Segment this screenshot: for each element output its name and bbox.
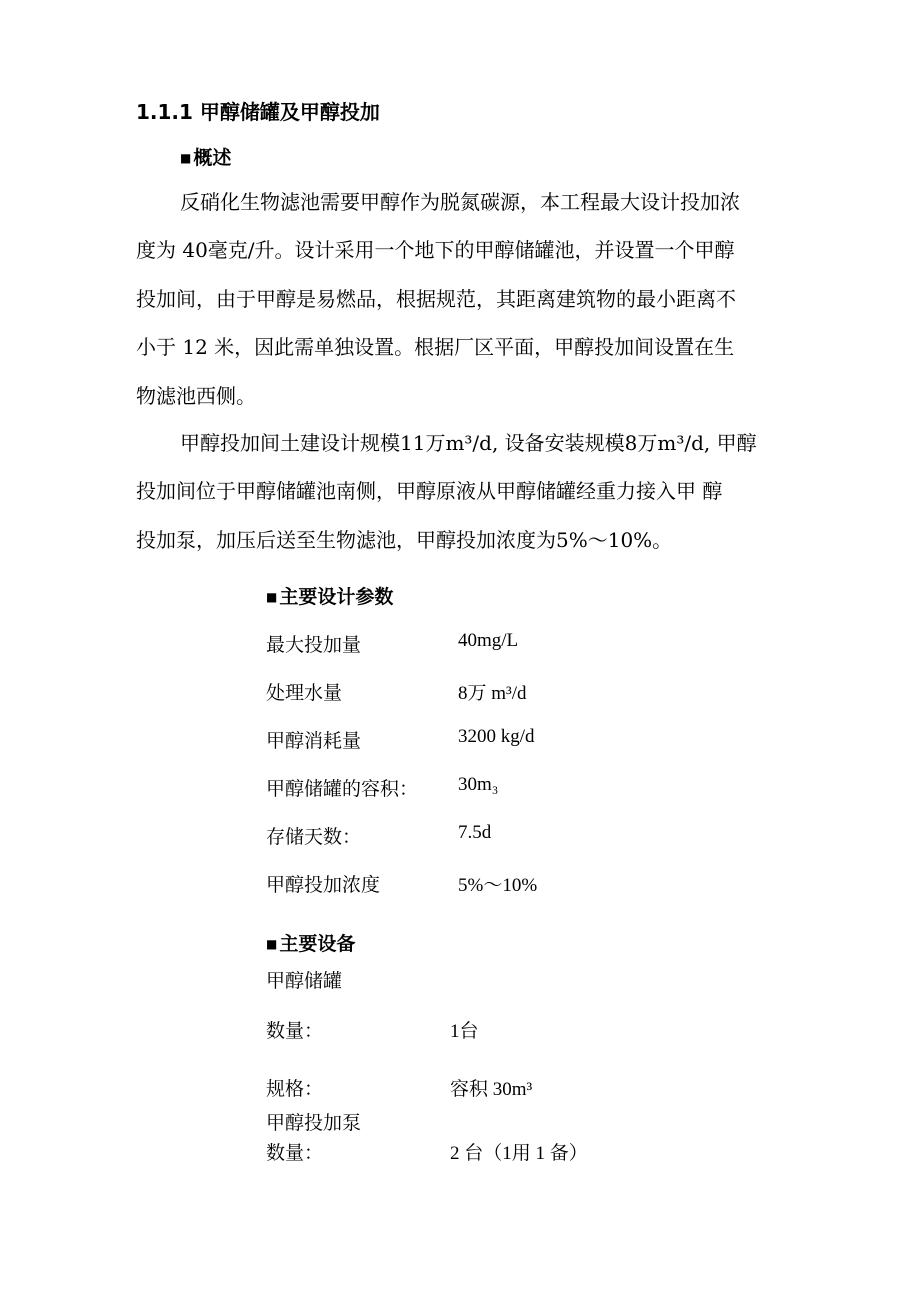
bullet-icon: ■: [180, 151, 192, 165]
param-label: 甲醇储罐的容积：: [266, 778, 419, 800]
paragraph-line: 度为 40毫克/升。设计采用一个地下的甲醇储罐池，并设置一个甲醇: [136, 238, 735, 262]
paragraph-line: 投加间位于甲醇储罐池南侧，甲醇原液从甲醇储罐经重力接入甲 醇: [136, 479, 723, 503]
tank-spec-value: 容积 30m³: [450, 1079, 533, 1100]
paragraph-line: 反硝化生物滤池需要甲醇作为脱氮碳源，本工程最大设计投加浓: [180, 190, 740, 214]
paragraph-line: 投加泵，加压后送至生物滤池，甲醇投加浓度为5%〜10%。: [136, 528, 673, 552]
tank-spec-label: 规格：: [266, 1078, 324, 1100]
param-value: 30m₃: [458, 774, 499, 795]
section-title: 1.1.1 甲醇储罐及甲醇投加: [136, 100, 380, 124]
equipment-heading-text: 主要设备: [279, 933, 356, 955]
param-label: 存储天数：: [266, 826, 362, 848]
pump-qty-value: 2 台（1用 1 备）: [450, 1143, 588, 1164]
param-value: 3200 kg/d: [458, 726, 535, 747]
tank-name: 甲醇储罐: [266, 970, 343, 992]
bullet-icon: ■: [266, 937, 278, 951]
equipment-heading: [266, 929, 355, 956]
tank-qty-label: 数量：: [266, 1020, 324, 1042]
overview-paragraph-2: [0, 419, 920, 569]
overview-paragraph-1: [0, 178, 920, 428]
param-value: 40mg/L: [458, 630, 519, 651]
param-label: 处理水量: [266, 682, 343, 704]
overview-heading-text: 概述: [193, 147, 232, 169]
param-label: 最大投加量: [266, 634, 362, 656]
bullet-icon: ■: [266, 590, 278, 604]
pump-name: 甲醇投加泵: [266, 1112, 362, 1134]
paragraph-line: 小于 12 米，因此需单独设置。根据厂区平面，甲醇投加间设置在生: [136, 335, 735, 359]
param-value: 8万 m³/d: [458, 683, 527, 704]
param-value: 5%〜10%: [458, 875, 538, 896]
paragraph-line: 甲醇投加间土建设计规模11万m³/d, 设备安装规模8万m³/d, 甲醇: [180, 431, 757, 455]
tank-qty-value: 1台: [450, 1021, 479, 1042]
param-label: 甲醇消耗量: [266, 730, 362, 752]
design-params-heading: [266, 582, 393, 609]
paragraph-line: 物滤池西侧。: [136, 384, 256, 408]
param-label: 甲醇投加浓度: [266, 874, 381, 896]
paragraph-line: 投加间，由于甲醇是易燃品，根据规范，其距离建筑物的最小距离不: [136, 287, 736, 311]
param-value: 7.5d: [458, 822, 492, 843]
overview-heading: [180, 143, 231, 170]
pump-qty-label: 数量：: [266, 1142, 324, 1164]
design-params-heading-text: 主要设计参数: [279, 586, 394, 608]
